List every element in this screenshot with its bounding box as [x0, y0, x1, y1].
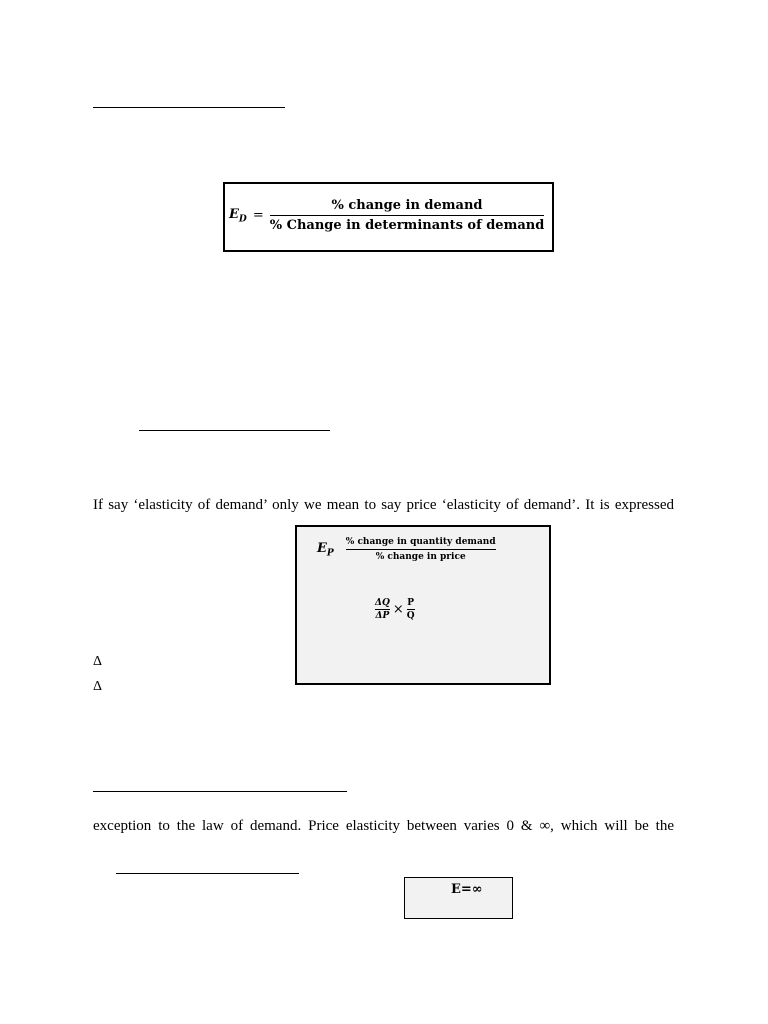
- formula-ep-lhs: $E_P$: [317, 540, 334, 559]
- formula-box-price-elasticity: [295, 525, 551, 685]
- formula-ep-fraction: [346, 537, 496, 562]
- delta-symbol-2: Δ: [93, 679, 103, 694]
- formula-ed-fraction: [270, 198, 545, 233]
- formula-ep-derivative: [375, 598, 415, 621]
- formula-ed-lhs: $E_D$: [229, 206, 247, 225]
- formula-e-infinity: E=∞: [451, 882, 483, 897]
- paragraph-exception: exception to the law of demand. Price elasticity between varies 0 & ∞, which will be the: [93, 818, 674, 834]
- times-sign: ×: [392, 602, 404, 617]
- delta-symbol-1: Δ: [93, 654, 103, 669]
- formula-ep-numerator: % change in quantity demand: [345, 537, 496, 547]
- formula-ed-numerator: % change in demand: [331, 198, 483, 213]
- heading-underline-3: [93, 791, 347, 792]
- formula-box-elasticity-demand: [223, 182, 554, 252]
- heading-underline-2: [139, 430, 330, 431]
- heading-underline-4: [116, 873, 299, 874]
- formula-ed: [229, 198, 544, 233]
- formula-box-infinite-elasticity: [404, 877, 513, 919]
- heading-underline-1: [93, 107, 285, 108]
- formula-ep-denominator: % change in price: [375, 552, 466, 562]
- formula-ep: [317, 537, 496, 562]
- formula-ed-equals: =: [252, 208, 264, 223]
- formula-dq-dp: $\frac{\Delta Q}{\Delta P}$: [375, 598, 390, 621]
- formula-ed-denominator: % Change in determinants of demand: [269, 218, 545, 233]
- paragraph-price-elasticity: If say ‘elasticity of demand’ only we mean to say price ‘elasticity of demand’. It is expressed: [93, 497, 674, 513]
- formula-p-q: $\frac{P}{Q}$: [406, 598, 415, 621]
